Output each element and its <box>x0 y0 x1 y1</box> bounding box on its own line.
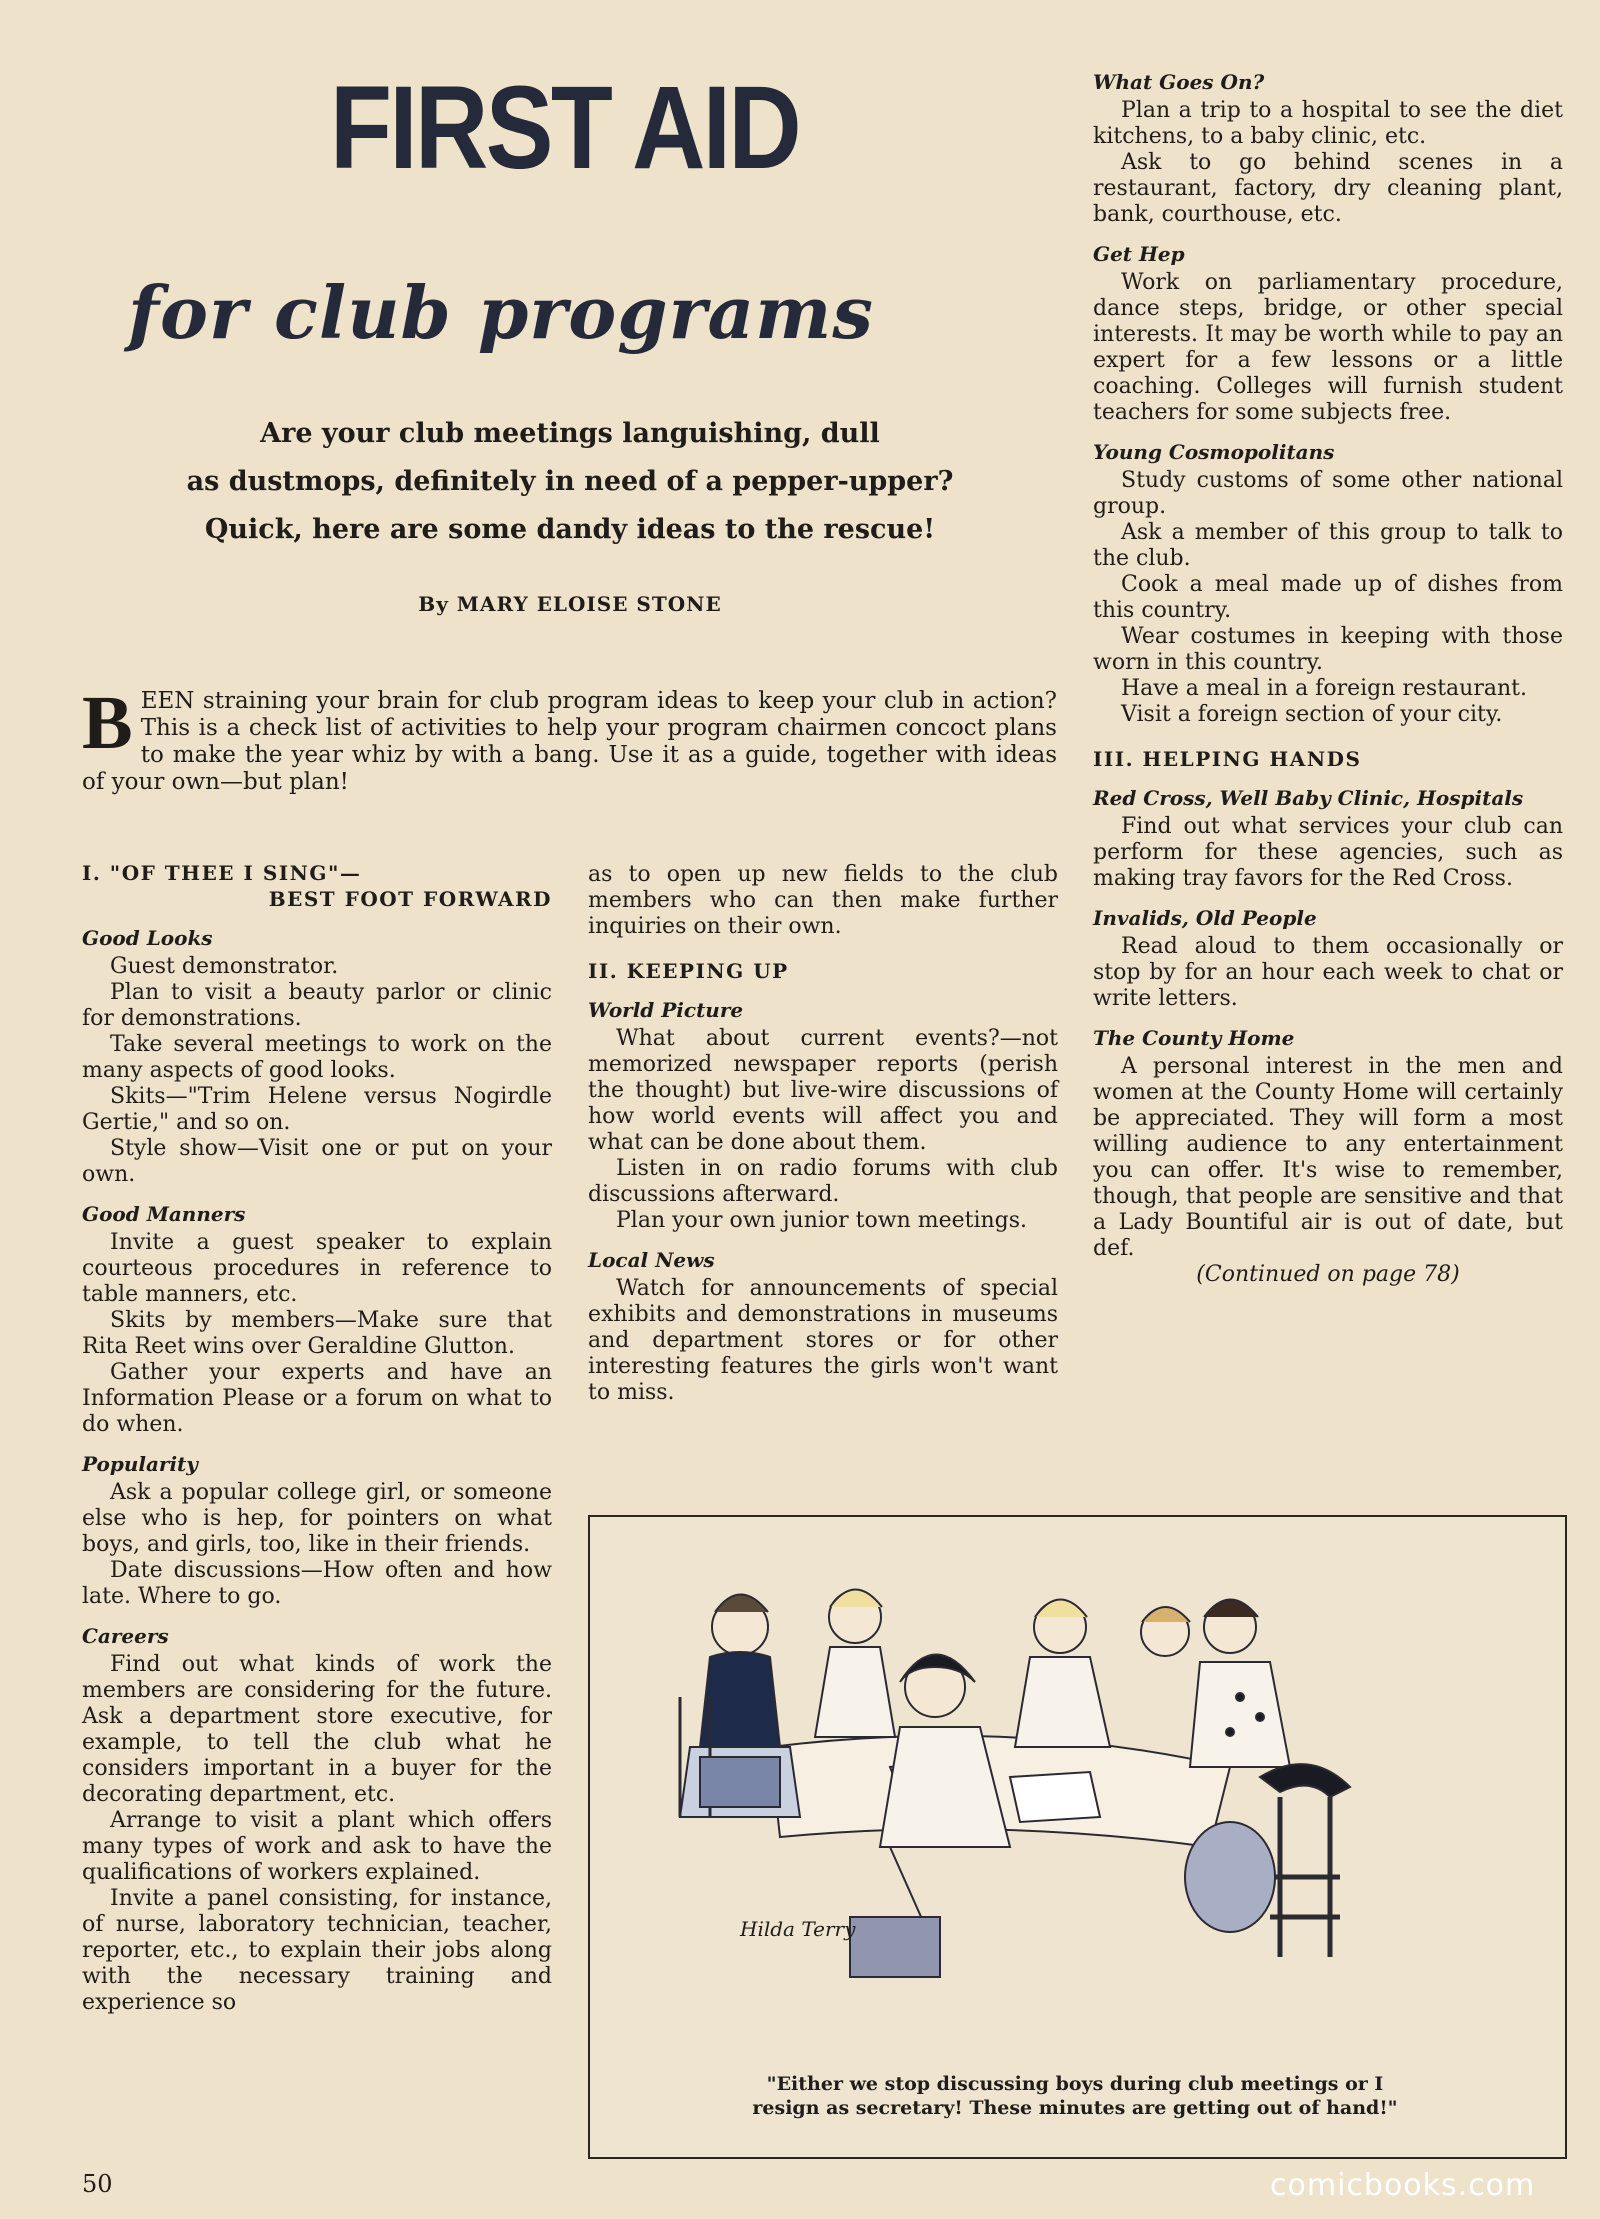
lede-line: Quick, here are some dandy ideas to the rescue! <box>204 514 936 545</box>
column-1 <box>82 860 552 2016</box>
caption-line: resign as secretary! These minutes are getting out of hand!" <box>752 2097 1398 2119</box>
section-heading-line: I. "OF THEE I SING"— <box>82 861 362 885</box>
subheadline: for club programs <box>128 270 874 355</box>
watermark: comicbooks.com <box>1270 2168 1536 2203</box>
lede-line: as dustmops, definitely in need of a pepper-upper? <box>186 466 954 497</box>
subheading-what-goes-on: What Goes On? <box>1093 70 1265 94</box>
cartoon-illustration <box>588 1515 1567 2159</box>
subheading-county-home: The County Home <box>1093 1026 1295 1050</box>
paragraph: Guest demonstrator. <box>110 954 339 979</box>
subheading-invalids: Invalids, Old People <box>1093 906 1317 930</box>
section-heading <box>82 860 552 912</box>
paragraph: Plan your own junior town meetings. <box>616 1208 1028 1233</box>
paragraph: Find out what kinds of work the members are considering for the future. Ask a department store executive, for example, to tell the club what he considers important in a buyer for the decorating department, etc. <box>82 1652 552 1807</box>
caption-line: "Either we stop discussing boys during club meetings or I <box>766 2073 1384 2095</box>
paragraph: Skits—"Trim Helene versus Nogirdle Gertie," and so on. <box>82 1084 552 1135</box>
subheading-world-picture: World Picture <box>588 998 744 1022</box>
paragraph: Find out what services your club can perform for these agencies, such as making tray favors for the Red Cross. <box>1093 814 1563 891</box>
page-number: 50 <box>82 2170 113 2198</box>
headline: FIRST AID <box>330 62 800 194</box>
section-heading: III. HELPING HANDS <box>1093 747 1362 771</box>
intro-paragraph <box>82 681 1057 796</box>
paragraph: Ask a popular college girl, or someone else who is hep, for pointers on what boys, and girls, too, like in their friends. <box>82 1480 552 1557</box>
paragraph: Invite a panel consisting, for instance, of nurse, laboratory technician, teacher, reporter, etc., to explain their jobs along with the necessary training and experience so <box>82 1886 552 2015</box>
paragraph: Skits by members—Make sure that Rita Reet wins over Geraldine Glutton. <box>82 1308 552 1359</box>
paragraph: Plan a trip to a hospital to see the diet kitchens, to a baby clinic, etc. <box>1093 98 1563 149</box>
lede-line: Are your club meetings languishing, dull <box>260 418 880 449</box>
drop-cap: B <box>82 681 133 765</box>
subheading-careers: Careers <box>82 1624 169 1648</box>
paragraph: Study customs of some other national group. <box>1093 468 1563 519</box>
subheading-good-looks: Good Looks <box>82 926 213 950</box>
paragraph: Date discussions—How often and how late. Where to go. <box>82 1558 552 1609</box>
paragraph: Have a meal in a foreign restaurant. <box>1121 676 1527 701</box>
paragraph: Wear costumes in keeping with those worn in this country. <box>1093 624 1563 675</box>
subheading-young-cosmopolitans: Young Cosmopolitans <box>1093 440 1335 464</box>
intro-text: EEN straining your brain for club program ideas to keep your club in action? This is a check list of activities to help your program chairmen concoct plans to make the year whiz by with a bang. Use it as a guide, together with ideas of your own—but plan! <box>82 688 1057 795</box>
paragraph: A personal interest in the men and women at the County Home will certainly be appreciated. They will form a most willing audience to any entertainment you can offer. It's wise to remember, though, that people are sensitive and that a Lady Bountiful air is out of date, but def. <box>1093 1054 1563 1261</box>
column-2 <box>588 862 1058 1406</box>
subheading-local-news: Local News <box>588 1248 715 1272</box>
paragraph: What about current events?—not memorized newspaper reports (perish the thought) but live-wire discussions of how world events will affect you and what can be done about them. <box>588 1026 1058 1155</box>
subheading-good-manners: Good Manners <box>82 1202 246 1226</box>
paragraph: Work on parliamentary procedure, dance steps, bridge, or other special interests. It may be worth while to pay an expert for a few lessons or a little coaching. Colleges will furnish student teachers for some subjects free. <box>1093 270 1563 425</box>
subheading-red-cross: Red Cross, Well Baby Clinic, Hospitals <box>1093 786 1524 810</box>
paragraph: Plan to visit a beauty parlor or clinic for demonstrations. <box>82 980 552 1031</box>
subheading-popularity: Popularity <box>82 1452 198 1476</box>
paragraph: Watch for announcements of special exhibits and demonstrations in museums and department stores or for other interesting features the girls won't want to miss. <box>588 1276 1058 1405</box>
paragraph: Ask a member of this group to talk to the club. <box>1093 520 1563 571</box>
subheading-get-hep: Get Hep <box>1093 242 1185 266</box>
lede <box>70 410 1070 554</box>
paragraph: Arrange to visit a plant which offers many types of work and ask to have the qualifications of workers explained. <box>82 1808 552 1885</box>
paragraph: Take several meetings to work on the many aspects of good looks. <box>82 1032 552 1083</box>
column-3 <box>1093 70 1563 1288</box>
byline: By MARY ELOISE STONE <box>418 592 722 616</box>
paragraph: Ask to go behind scenes in a restaurant, factory, dry cleaning plant, bank, courthouse, etc. <box>1093 150 1563 227</box>
paragraph: Visit a foreign section of your city. <box>1121 702 1503 727</box>
paragraph: Invite a guest speaker to explain courteous procedures in reference to table manners, etc. <box>82 1230 552 1307</box>
cartoon-drawing <box>590 1517 1565 2057</box>
paragraph: Listen in on radio forums with club discussions afterward. <box>588 1156 1058 1207</box>
section-heading: II. KEEPING UP <box>588 959 789 983</box>
continued-note: (Continued on page 78) <box>1196 1262 1460 1287</box>
paragraph: Read aloud to them occasionally or stop by for an hour each week to chat or write letters. <box>1093 934 1563 1011</box>
paragraph: Style show—Visit one or put on your own. <box>82 1136 552 1187</box>
cartoon-caption <box>600 2072 1550 2120</box>
paragraph: as to open up new fields to the club members who can then make further inquiries on their own. <box>588 862 1058 939</box>
section-heading-line: BEST FOOT FORWARD <box>268 887 552 911</box>
artist-signature: Hilda Terry <box>740 1917 856 1941</box>
paragraph: Gather your experts and have an Information Please or a forum on what to do when. <box>82 1360 552 1437</box>
paragraph: Cook a meal made up of dishes from this country. <box>1093 572 1563 623</box>
